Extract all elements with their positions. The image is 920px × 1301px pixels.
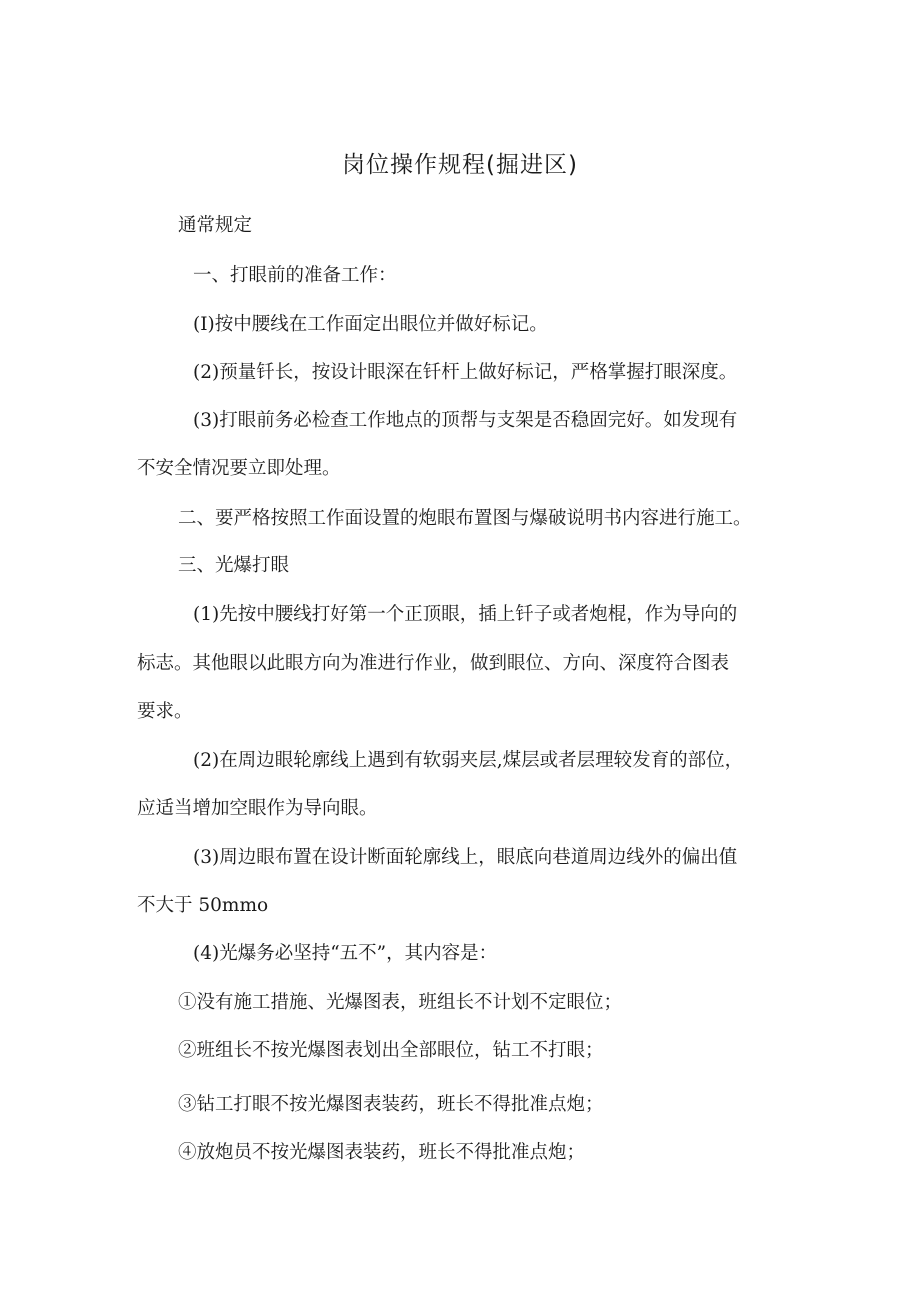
paragraph-line: (I)按中腰线在工作面定出眼位并做好标记。: [193, 314, 548, 335]
list-item: ③钻工打眼不按光爆图表装药，班长不得批准点炮；: [178, 1094, 604, 1115]
paragraph-line: 标志。其他眼以此眼方向为准进行作业，做到眼位、方向、深度符合图表: [137, 653, 730, 674]
paragraph-line: (3)打眼前务必检查工作地点的顶帮与支架是否稳固完好。如发现有: [193, 410, 738, 431]
paragraph-line: (3)周边眼布置在设计断面轮廓线上，眼底向巷道周边线外的偏出值: [193, 847, 738, 868]
paragraph-line: 应适当增加空眼作为导向眼。: [137, 798, 378, 819]
document-title: 岗位操作规程(掘进区): [342, 152, 578, 178]
paragraph-line: (2)在周边眼轮廓线上遇到有软弱夹层,煤层或者层理较发育的部位，: [193, 750, 744, 771]
section-heading: 通常规定: [178, 215, 253, 236]
paragraph-line: (1)先按中腰线打好第一个正顶眼，插上钎子或者炮棍，作为导向的: [193, 604, 738, 625]
paragraph-line: 不大于 50mmo: [137, 895, 269, 916]
paragraph-line: 要求。: [137, 701, 193, 722]
paragraph-line: 一、打眼前的准备工作：: [193, 265, 397, 286]
paragraph-line: 二、要严格按照工作面设置的炮眼布置图与爆破说明书内容进行施工。: [178, 508, 752, 529]
paragraph-line: (2)预量钎长，按设计眼深在钎杆上做好标记，严格掌握打眼深度。: [193, 362, 738, 383]
list-item: ④放炮员不按光爆图表装药，班长不得批准点炮；: [178, 1142, 586, 1163]
list-item: ①没有施工措施、光爆图表，班组长不计划不定眼位；: [178, 992, 623, 1013]
paragraph-line: 不安全情况要立即处理。: [137, 458, 341, 479]
section-heading: 三、光爆打眼: [178, 555, 290, 576]
list-item: ②班组长不按光爆图表划出全部眼位，钻工不打眼；: [178, 1040, 604, 1061]
paragraph-line: (4)光爆务必坚持“五不”，其内容是：: [193, 943, 498, 964]
